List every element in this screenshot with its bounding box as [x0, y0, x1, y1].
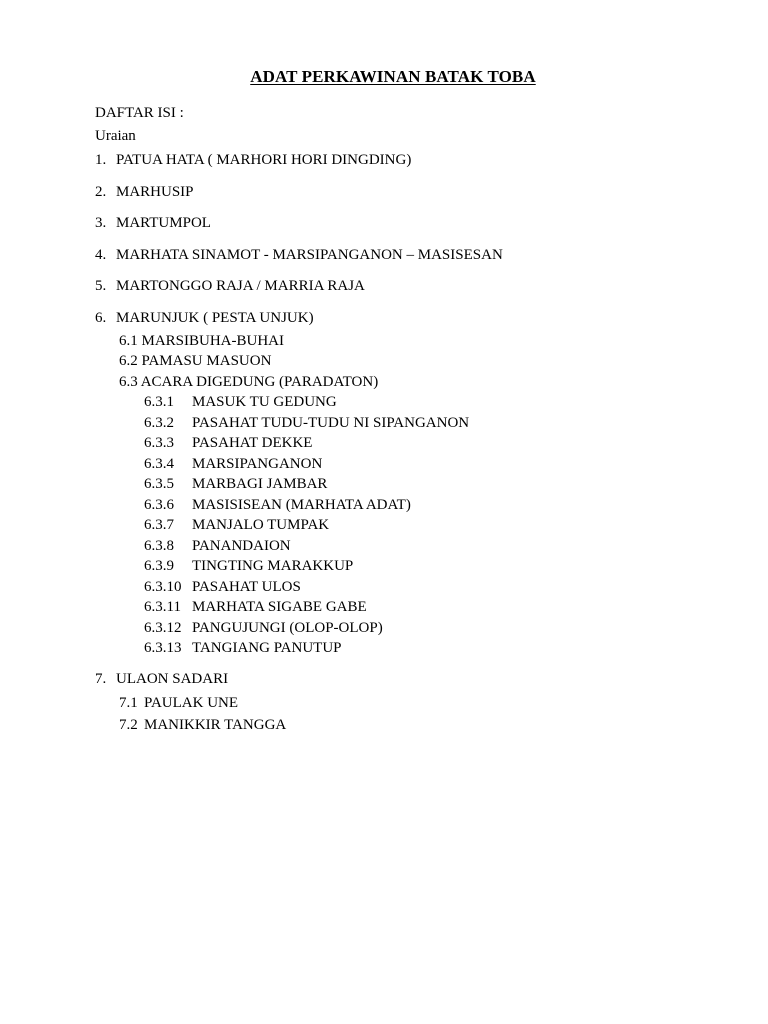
toc-subitem-label: MANIKKIR TANGGA	[144, 717, 287, 733]
toc-subsubitem-label: PANGUJUNGI (OLOP-OLOP)	[192, 620, 383, 636]
toc-subsubitem-label: MARSIPANGANON	[192, 456, 323, 472]
toc-subitem-number: 6.1	[119, 333, 138, 349]
uraian-label: Uraian	[95, 128, 136, 144]
toc-subsubitem-number: 6.3.7	[144, 517, 174, 533]
toc-item-7	[95, 670, 228, 688]
toc-item-number: 5.	[95, 278, 107, 294]
toc-subsubitem-number: 6.3.2	[144, 415, 174, 431]
document-title: ADAT PERKAWINAN BATAK TOBA	[250, 67, 536, 86]
toc-subsubitem-6-3-8	[144, 537, 291, 555]
toc-item-label: PATUA HATA ( MARHORI HORI DINGDING)	[116, 152, 412, 168]
toc-item-2	[95, 183, 194, 201]
toc-item-number: 4.	[95, 247, 107, 263]
toc-subitem-number: 7.1	[119, 695, 138, 711]
toc-item-number: 2.	[95, 184, 107, 200]
toc-item-number: 7.	[95, 671, 107, 687]
toc-subsubitem-label: MARBAGI JAMBAR	[192, 476, 328, 492]
toc-item-3	[95, 214, 211, 232]
toc-subsubitem-6-3-9	[144, 557, 353, 575]
toc-subsubitem-number: 6.3.13	[144, 640, 182, 656]
toc-item-label: MARHUSIP	[116, 184, 194, 200]
toc-subsubitem-number: 6.3.4	[144, 456, 174, 472]
toc-subitem-label: PAMASU MASUON	[141, 353, 272, 369]
toc-item-6	[95, 309, 314, 327]
toc-subsubitem-label: PANANDAION	[192, 538, 291, 554]
toc-subsubitem-label: TINGTING MARAKKUP	[192, 558, 354, 574]
toc-item-label: MARTONGGO RAJA / MARRIA RAJA	[116, 278, 365, 294]
toc-subsubitem-number: 6.3.1	[144, 394, 174, 410]
toc-subitem-label: MARSIBUHA-BUHAI	[141, 333, 285, 349]
toc-subsubitem-label: PASAHAT ULOS	[192, 579, 301, 595]
toc-subitem-6-3	[119, 373, 378, 391]
toc-item-number: 1.	[95, 152, 107, 168]
toc-subsubitem-6-3-13	[144, 639, 342, 657]
toc-subitem-label: ACARA DIGEDUNG (PARADATON)	[140, 374, 379, 390]
toc-subsubitem-label: TANGIANG PANUTUP	[192, 640, 342, 656]
toc-subsubitem-6-3-1	[144, 393, 337, 411]
toc-subsubitem-number: 6.3.3	[144, 435, 174, 451]
toc-subitem-6-1	[119, 332, 284, 350]
toc-subsubitem-number: 6.3.9	[144, 558, 174, 574]
toc-subsubitem-6-3-7	[144, 516, 329, 534]
toc-subitem-label: PAULAK UNE	[144, 695, 239, 711]
toc-subsubitem-6-3-5	[144, 475, 327, 493]
toc-subsubitem-number: 6.3.6	[144, 497, 174, 513]
toc-subsubitem-label: MASUK TU GEDUNG	[192, 394, 337, 410]
toc-subsubitem-label: MANJALO TUMPAK	[192, 517, 330, 533]
toc-item-label: MARHATA SINAMOT - MARSIPANGANON – MASISESAN	[116, 247, 503, 263]
toc-subsubitem-6-3-10	[144, 578, 301, 596]
toc-subsubitem-number: 6.3.5	[144, 476, 174, 492]
toc-subitem-7-2	[119, 716, 286, 734]
toc-item-label: MARTUMPOL	[116, 215, 211, 231]
toc-subitem-number: 6.2	[119, 353, 138, 369]
toc-subsubitem-6-3-2	[144, 414, 469, 432]
toc-subsubitem-6-3-11	[144, 598, 367, 616]
toc-subsubitem-6-3-3	[144, 434, 312, 452]
toc-item-label: MARUNJUK ( PESTA UNJUK)	[116, 310, 314, 326]
toc-subsubitem-number: 6.3.10	[144, 579, 182, 595]
toc-subsubitem-6-3-6	[144, 496, 411, 514]
toc-subsubitem-number: 6.3.11	[144, 599, 181, 615]
toc-item-number: 6.	[95, 310, 107, 326]
toc-subsubitem-label: PASAHAT DEKKE	[192, 435, 313, 451]
toc-subsubitem-number: 6.3.8	[144, 538, 174, 554]
toc-subsubitem-label: PASAHAT TUDU-TUDU NI SIPANGANON	[192, 415, 470, 431]
toc-subitem-6-2	[119, 352, 271, 370]
toc-item-1	[95, 151, 411, 169]
toc-item-4	[95, 246, 503, 264]
toc-subsubitem-number: 6.3.12	[144, 620, 182, 636]
toc-subsubitem-6-3-4	[144, 455, 322, 473]
toc-subitem-number: 6.3	[119, 374, 138, 390]
toc-item-label: ULAON SADARI	[116, 671, 229, 687]
toc-subsubitem-6-3-12	[144, 619, 383, 637]
toc-subsubitem-label: MASISISEAN (MARHATA ADAT)	[192, 497, 411, 513]
daftar-isi-heading: DAFTAR ISI :	[95, 105, 184, 121]
toc-subitem-7-1	[119, 694, 238, 712]
toc-subsubitem-label: MARHATA SIGABE GABE	[192, 599, 367, 615]
toc-item-5	[95, 277, 365, 295]
toc-item-number: 3.	[95, 215, 107, 231]
toc-subitem-number: 7.2	[119, 717, 138, 733]
